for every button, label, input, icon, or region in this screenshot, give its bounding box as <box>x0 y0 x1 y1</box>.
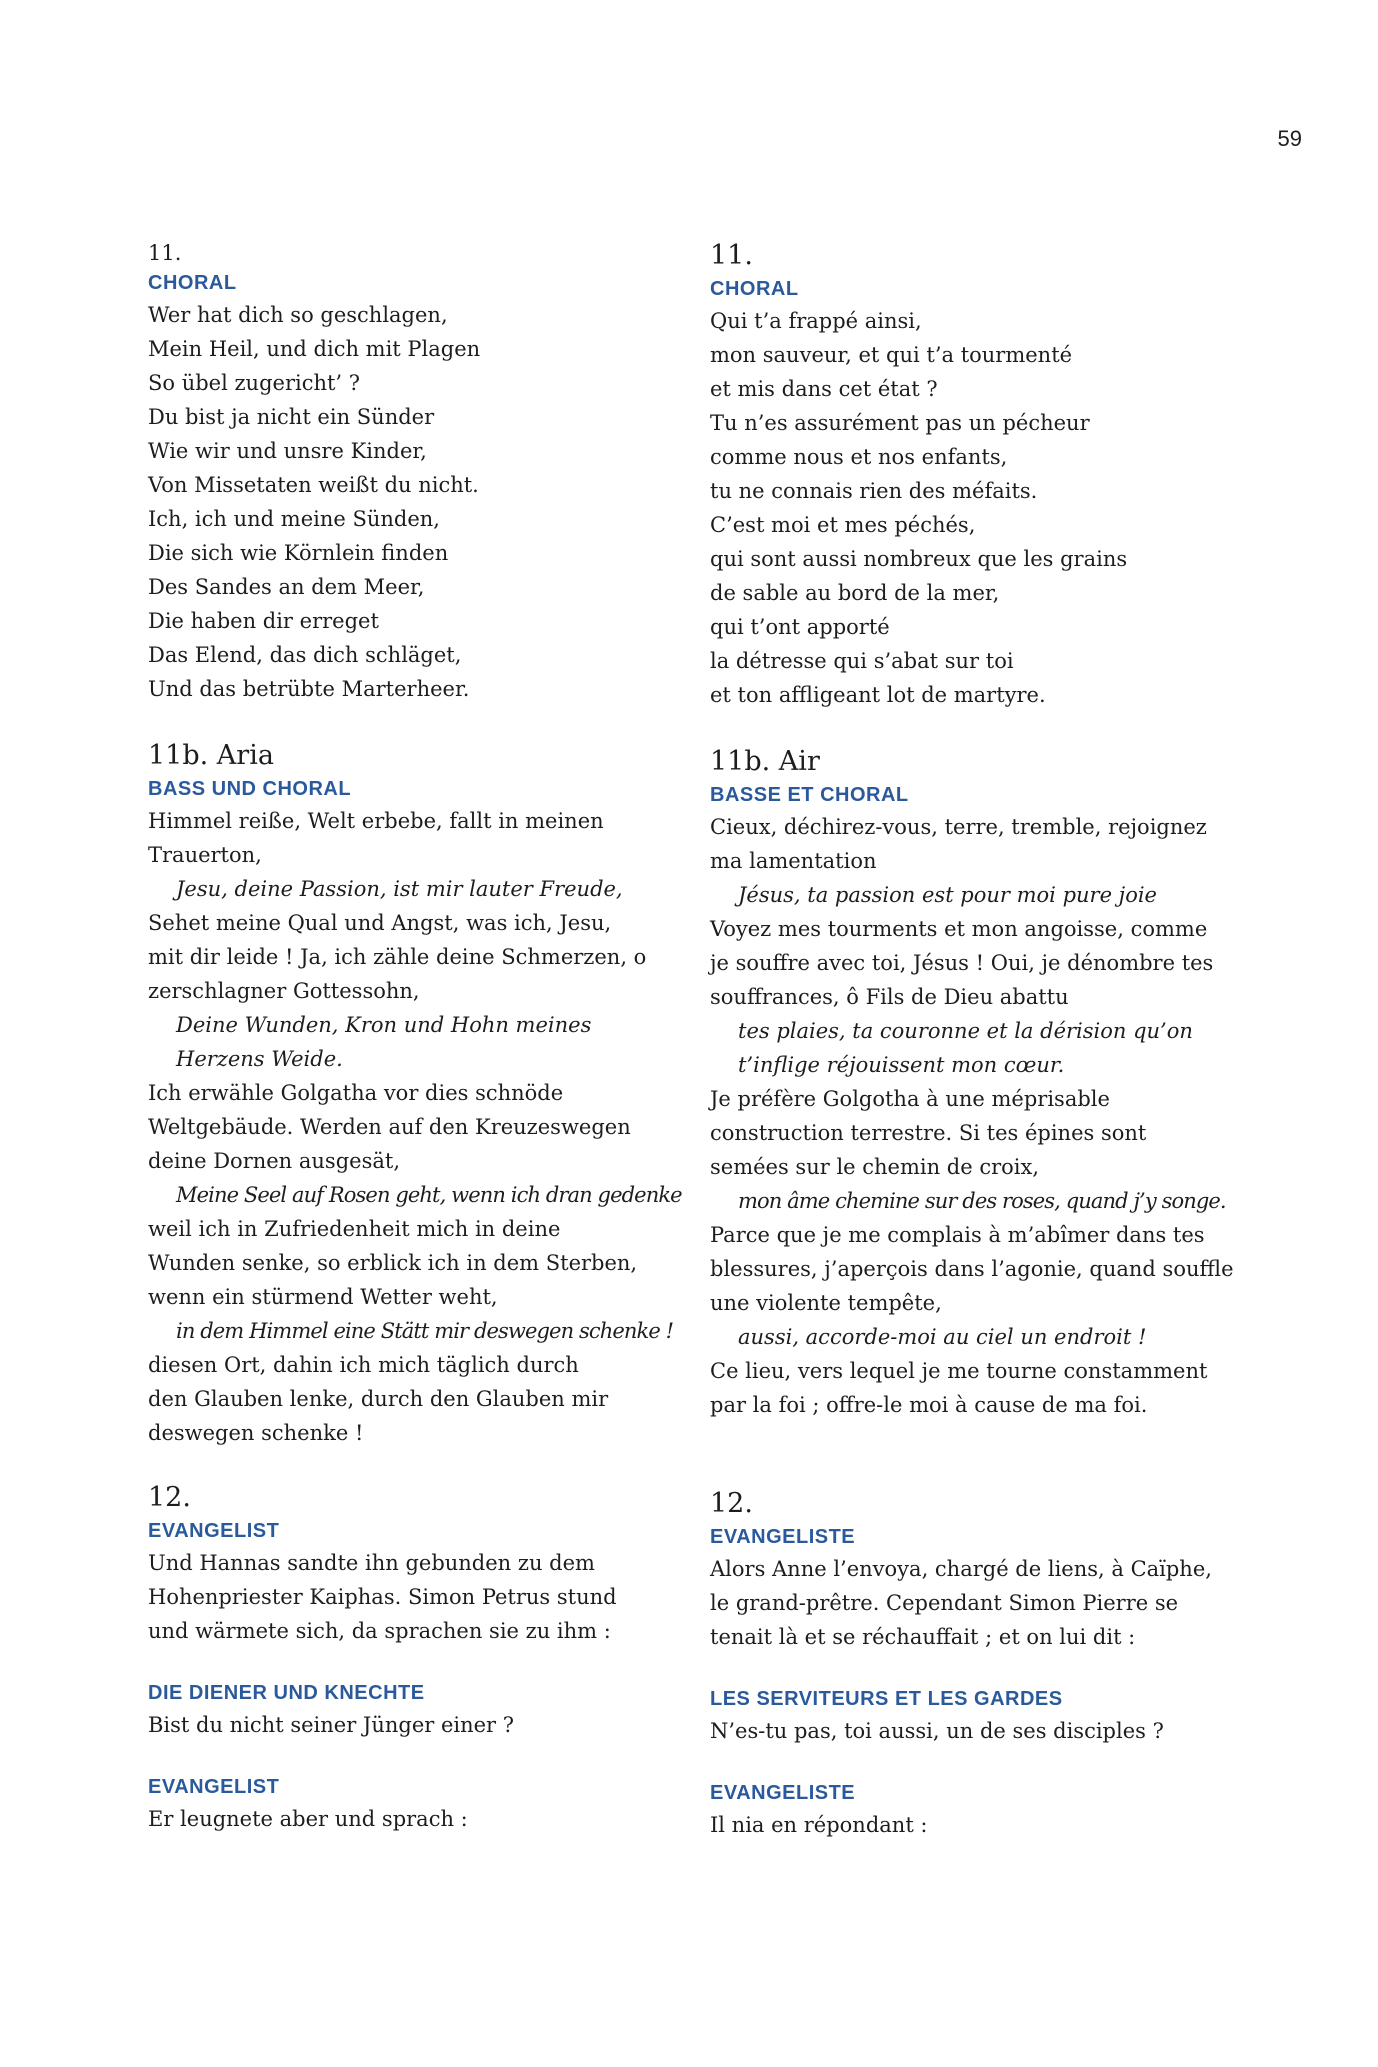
choral-line: Deine Wunden, Kron und Hohn meines <box>176 1013 592 1037</box>
section-12-number: 12. <box>148 1482 191 1513</box>
text-line: Er leugnete aber und sprach : <box>148 1807 468 1831</box>
choral-line: Meine Seel auf Rosen geht, wenn ich dran gedenke <box>176 1183 682 1207</box>
section-12-number: 12. <box>710 1488 753 1519</box>
text-line: qui sont aussi nombreux que les grains <box>710 547 1128 571</box>
text-line: Du bist ja nicht ein Sünder <box>148 405 435 429</box>
section-11-number: 11. <box>148 241 182 265</box>
text-line: tenait là et se réchauffait ; et on lui dit : <box>710 1625 1136 1649</box>
text-line: comme nous et nos enfants, <box>710 445 1008 469</box>
section-11b-heading: 11b. Air <box>710 746 820 777</box>
text-line: Ich, ich und meine Sünden, <box>148 507 440 531</box>
text-line: Trauerton, <box>148 843 262 867</box>
text-line: tu ne connais rien des méfaits. <box>710 479 1038 503</box>
text-line: C’est moi et mes péchés, <box>710 513 976 537</box>
choral-line: in dem Himmel eine Stätt mir deswegen schenke ! <box>176 1319 674 1343</box>
text-line: Und das betrübte Marterheer. <box>148 677 470 701</box>
text-line: mit dir leide ! Ja, ich zähle deine Schmerzen, o <box>148 945 647 969</box>
speaker-label: LES SERVITEURS ET LES GARDES <box>710 1688 1063 1710</box>
section-12-label: EVANGELIST <box>148 1520 280 1542</box>
text-line: zerschlagner Gottessohn, <box>148 979 420 1003</box>
text-line: le grand-prêtre. Cependant Simon Pierre se <box>710 1591 1179 1615</box>
text-line: Wer hat dich so geschlagen, <box>148 303 448 327</box>
text-line: Himmel reiße, Welt erbebe, fallt in meinen <box>148 809 604 833</box>
text-line: Cieux, déchirez-vous, terre, tremble, rejoignez <box>710 815 1207 839</box>
text-line: diesen Ort, dahin ich mich täglich durch <box>148 1353 579 1377</box>
text-line: Das Elend, das dich schläget, <box>148 643 462 667</box>
text-line: Sehet meine Qual und Angst, was ich, Jesu, <box>148 911 612 935</box>
text-line: Die haben dir erreget <box>148 609 379 633</box>
text-line: Weltgebäude. Werden auf den Kreuzeswegen <box>148 1115 631 1139</box>
section-11-number: 11. <box>710 240 753 271</box>
text-line: Alors Anne l’envoya, chargé de liens, à Caïphe, <box>710 1557 1212 1581</box>
text-line: den Glauben lenke, durch den Glauben mir <box>148 1387 609 1411</box>
text-line: je souffre avec toi, Jésus ! Oui, je dénombre tes <box>710 951 1214 975</box>
text-line: par la foi ; offre-le moi à cause de ma foi. <box>710 1393 1148 1417</box>
text-line: Die sich wie Körnlein finden <box>148 541 449 565</box>
text-line: Des Sandes an dem Meer, <box>148 575 425 599</box>
text-line: ma lamentation <box>710 849 877 873</box>
text-line: qui t’ont apporté <box>710 615 890 639</box>
text-line: und wärmete sich, da sprachen sie zu ihm : <box>148 1619 611 1643</box>
text-line: Ce lieu, vers lequel je me tourne constamment <box>710 1359 1208 1383</box>
choral-line: aussi, accorde-moi au ciel un endroit ! <box>738 1325 1147 1349</box>
text-line: et ton affligeant lot de martyre. <box>710 683 1046 707</box>
text-line: Hohenpriester Kaiphas. Simon Petrus stund <box>148 1585 617 1609</box>
text-line: souffrances, ô Fils de Dieu abattu <box>710 985 1069 1009</box>
text-line: Und Hannas sandte ihn gebunden zu dem <box>148 1551 595 1575</box>
text-line: Bist du nicht seiner Jünger einer ? <box>148 1713 515 1737</box>
text-line: wenn ein stürmend Wetter weht, <box>148 1285 498 1309</box>
text-line: une violente tempête, <box>710 1291 942 1315</box>
text-line: weil ich in Zufriedenheit mich in deine <box>148 1217 561 1241</box>
section-11b-heading: 11b. Aria <box>148 740 274 771</box>
text-line: blessures, j’aperçois dans l’agonie, quand souffle <box>710 1257 1234 1281</box>
text-line: Ich erwähle Golgatha vor dies schnöde <box>148 1081 564 1105</box>
text-line: So übel zugericht’ ? <box>148 371 361 395</box>
text-line: construction terrestre. Si tes épines sont <box>710 1121 1147 1145</box>
text-line: et mis dans cet état ? <box>710 377 938 401</box>
text-line: Mein Heil, und dich mit Plagen <box>148 337 481 361</box>
choral-line: Jesu, deine Passion, ist mir lauter Freude, <box>176 877 623 901</box>
text-line: Wunden senke, so erblick ich in dem Sterben, <box>148 1251 638 1275</box>
text-line: Je préfère Golgotha à une méprisable <box>710 1087 1110 1111</box>
choral-line: Herzens Weide. <box>176 1047 343 1071</box>
text-line: Parce que je me complais à m’abîmer dans tes <box>710 1223 1205 1247</box>
choral-line: t’inflige réjouissent mon cœur. <box>738 1053 1065 1077</box>
french-column <box>710 238 1240 1842</box>
text-line: Qui t’a frappé ainsi, <box>710 309 922 333</box>
choral-line: tes plaies, ta couronne et la dérision qu’on <box>738 1019 1193 1043</box>
text-line: Voyez mes tourments et mon angoisse, comme <box>710 917 1208 941</box>
text-line: Wie wir und unsre Kinder, <box>148 439 427 463</box>
section-11-label: CHORAL <box>148 272 237 294</box>
text-line: Von Missetaten weißt du nicht. <box>148 473 479 497</box>
speaker-label: DIE DIENER UND KNECHTE <box>148 1682 425 1704</box>
text-line: de sable au bord de la mer, <box>710 581 1000 605</box>
page-number: 59 <box>1277 126 1302 151</box>
german-column <box>148 238 682 1836</box>
speaker-label: EVANGELIST <box>148 1776 280 1798</box>
section-11b-label: BASSE ET CHORAL <box>710 784 909 806</box>
text-line: N’es-tu pas, toi aussi, un de ses disciples ? <box>710 1719 1164 1743</box>
section-12-label: EVANGELISTE <box>710 1526 856 1548</box>
section-11-label: CHORAL <box>710 278 799 300</box>
text-line: semées sur le chemin de croix, <box>710 1155 1040 1179</box>
text-line: Il nia en répondant : <box>710 1813 928 1837</box>
text-line: mon sauveur, et qui t’a tourmenté <box>710 343 1073 367</box>
text-line: deine Dornen ausgesät, <box>148 1149 400 1173</box>
text-line: la détresse qui s’abat sur toi <box>710 649 1014 673</box>
speaker-label: EVANGELISTE <box>710 1782 856 1804</box>
choral-line: Jésus, ta passion est pour moi pure joie <box>738 883 1157 907</box>
text-line: deswegen schenke ! <box>148 1421 364 1445</box>
choral-line: mon âme chemine sur des roses, quand j’y songe. <box>738 1189 1226 1213</box>
section-11b-label: BASS UND CHORAL <box>148 778 352 800</box>
text-line: Tu n’es assurément pas un pécheur <box>710 411 1090 435</box>
